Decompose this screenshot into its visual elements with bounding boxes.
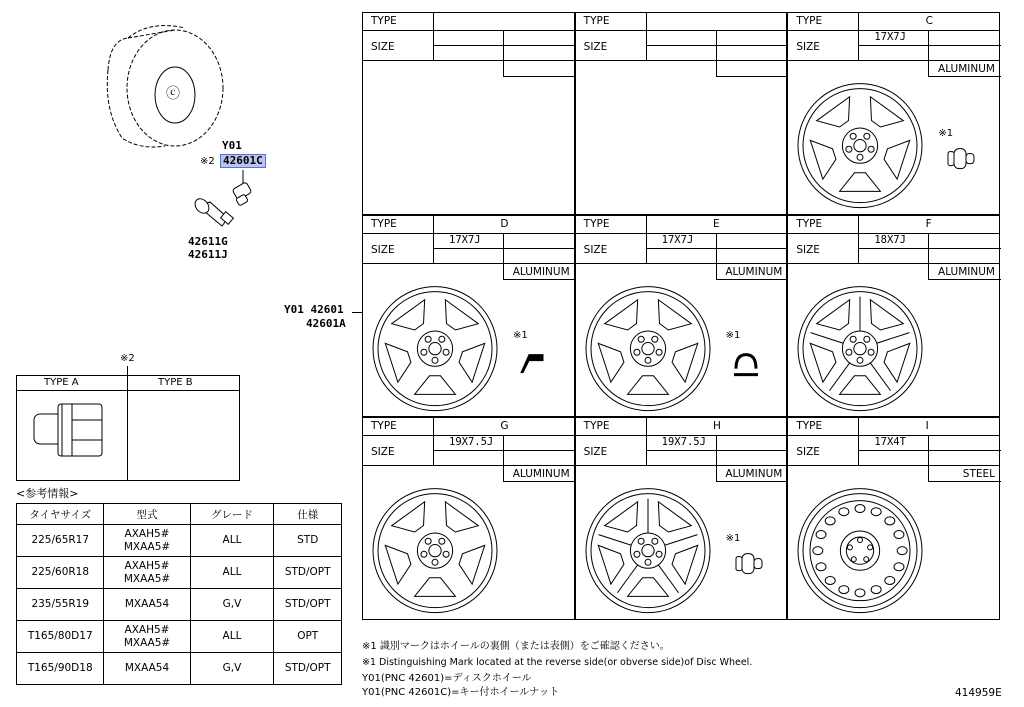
lug-nut-part-number[interactable]: 42601C	[220, 154, 266, 168]
wheel-type-grid	[362, 12, 1000, 620]
size-label: SIZE	[796, 243, 820, 256]
table-row	[17, 653, 342, 685]
size-value: 19X7.5J	[449, 436, 494, 449]
wheel-drawing	[576, 418, 789, 621]
size-value: 17X4T	[874, 436, 906, 449]
size-label: SIZE	[583, 41, 608, 53]
type-label: TYPE	[371, 15, 397, 27]
size-value: 17X7J	[661, 233, 694, 246]
material-value: ALUMINUM	[938, 265, 995, 278]
wheel-callout-code: Y01 42601	[284, 303, 344, 316]
type-a-label: TYPE A	[44, 377, 79, 388]
cell-grade: ALL	[190, 557, 274, 589]
valve-part-1: 42611G	[188, 235, 228, 248]
material-value: ALUMINUM	[512, 468, 570, 481]
wheel-type-cell	[362, 215, 575, 418]
cell-grade: ALL	[190, 621, 274, 653]
col-grade: グレード	[190, 504, 274, 525]
table-row	[17, 589, 342, 621]
cell-grade: G,V	[190, 653, 274, 685]
col-model: 型式	[104, 504, 190, 525]
reference-header-row	[17, 504, 342, 525]
wheel-center-mark: ⓒ	[166, 86, 180, 102]
type-box-mark: ※2	[120, 353, 135, 364]
note-en: ※1 Distinguishing Mark located at the reverse side(or obverse side)of Disc Wheel.	[362, 657, 753, 668]
material-value: STEEL	[962, 468, 995, 481]
size-label: SIZE	[371, 446, 395, 459]
type-value: G	[500, 420, 509, 433]
mark-ref: ※1	[513, 330, 528, 342]
wheel-callout-leader	[352, 312, 362, 313]
mark-ref: ※1	[725, 330, 741, 342]
wheel-type-cell	[362, 12, 575, 215]
material-value: ALUMINUM	[512, 265, 570, 278]
cell-size: T165/80D17	[17, 621, 104, 653]
reference-title: <参考情報>	[16, 487, 79, 500]
size-value: 17X7J	[449, 233, 481, 246]
wheel-drawing	[788, 13, 1001, 216]
type-label: TYPE	[583, 217, 610, 230]
cell-size: 225/65R17	[17, 525, 104, 557]
header-divider	[433, 13, 434, 61]
type-label: TYPE	[371, 217, 397, 230]
material-value: ALUMINUM	[725, 468, 783, 481]
lug-nut-callout-code: Y01	[222, 139, 242, 152]
lug-nut-callout-mark: ※2	[200, 156, 215, 167]
type-label: TYPE	[796, 420, 823, 433]
size-label: SIZE	[583, 243, 608, 256]
size-subline	[433, 45, 576, 46]
type-value: E	[712, 217, 720, 230]
note-y01-nut: Y01(PNC 42601C)=キー付ホイールナット	[362, 687, 560, 698]
wheel-drawing	[576, 216, 789, 419]
col-tire-size: タイヤサイズ	[17, 504, 104, 525]
type-value: F	[925, 217, 932, 230]
size-label: SIZE	[796, 446, 820, 459]
reference-table	[16, 503, 342, 685]
mark-ref: ※1	[938, 127, 954, 139]
col-spec: 仕様	[274, 504, 342, 525]
type-value: D	[500, 217, 509, 230]
wheel-drawing	[788, 418, 1001, 621]
cell-spec: STD/OPT	[274, 557, 342, 589]
wheel-type-cell	[362, 417, 575, 620]
cell-spec: STD/OPT	[274, 589, 342, 621]
table-row	[17, 525, 342, 557]
size-subline	[646, 45, 789, 46]
material-value: ALUMINUM	[725, 265, 783, 278]
wheel-drawing	[363, 418, 576, 621]
size-value: 17X7J	[874, 31, 906, 43]
cell-model: MXAA54	[104, 589, 190, 621]
size-value: 18X7J	[874, 233, 906, 246]
cell-model: MXAA54	[104, 653, 190, 685]
size-label: SIZE	[371, 41, 395, 53]
nut-type-divider	[127, 375, 128, 481]
cell-model: AXAH5# MXAA5#	[104, 557, 190, 589]
size-label: SIZE	[796, 41, 820, 53]
type-b-label: TYPE B	[158, 377, 193, 388]
mark-ref: ※1	[725, 532, 741, 544]
cell-grade: G,V	[190, 589, 274, 621]
table-row	[17, 621, 342, 653]
cell-model: AXAH5# MXAA5#	[104, 621, 190, 653]
size-row	[576, 31, 787, 61]
wheel-type-cell	[787, 12, 1000, 215]
cell-spec: OPT	[274, 621, 342, 653]
wheel-type-cell	[787, 417, 1000, 620]
wheel-drawing	[363, 216, 576, 419]
nut-type-header-line	[16, 390, 240, 391]
cell-model: AXAH5# MXAA5#	[104, 525, 190, 557]
size-value: 19X7.5J	[661, 436, 706, 449]
type-a-nut-icon	[0, 0, 1, 1]
type-label: TYPE	[583, 420, 610, 433]
note-jp: ※1 識別マークはホイールの裏側（または表側）をご確認ください。	[362, 641, 670, 652]
header-divider	[646, 13, 647, 61]
type-label: TYPE	[583, 15, 610, 27]
material-box	[503, 61, 576, 77]
wheel-type-cell	[575, 215, 788, 418]
type-label: TYPE	[796, 217, 823, 230]
cell-size: 225/60R18	[17, 557, 104, 589]
type-value: C	[925, 15, 933, 27]
cell-size: 235/55R19	[17, 589, 104, 621]
type-label: TYPE	[796, 15, 823, 27]
wheel-drawing	[788, 216, 1001, 419]
material-box	[716, 61, 789, 77]
type-label: TYPE	[371, 420, 397, 433]
wheel-type-cell	[787, 215, 1000, 418]
type-value: I	[925, 420, 929, 433]
material-value: ALUMINUM	[938, 63, 995, 75]
cell-spec: STD/OPT	[274, 653, 342, 685]
cell-grade: ALL	[190, 525, 274, 557]
table-row	[17, 557, 342, 589]
figure-id: 414959E	[955, 687, 1002, 699]
size-label: SIZE	[371, 243, 395, 256]
size-row	[363, 31, 574, 61]
cell-spec: STD	[274, 525, 342, 557]
type-value: H	[712, 420, 721, 433]
cell-size: T165/90D18	[17, 653, 104, 685]
note-y01-wheel: Y01(PNC 42601)=ディスクホイール	[362, 673, 532, 684]
wheel-type-cell	[575, 417, 788, 620]
valve-part-2: 42611J	[188, 248, 228, 261]
wheel-type-cell	[575, 12, 788, 215]
size-label: SIZE	[583, 446, 608, 459]
wheel-callout-part: 42601A	[306, 317, 346, 330]
